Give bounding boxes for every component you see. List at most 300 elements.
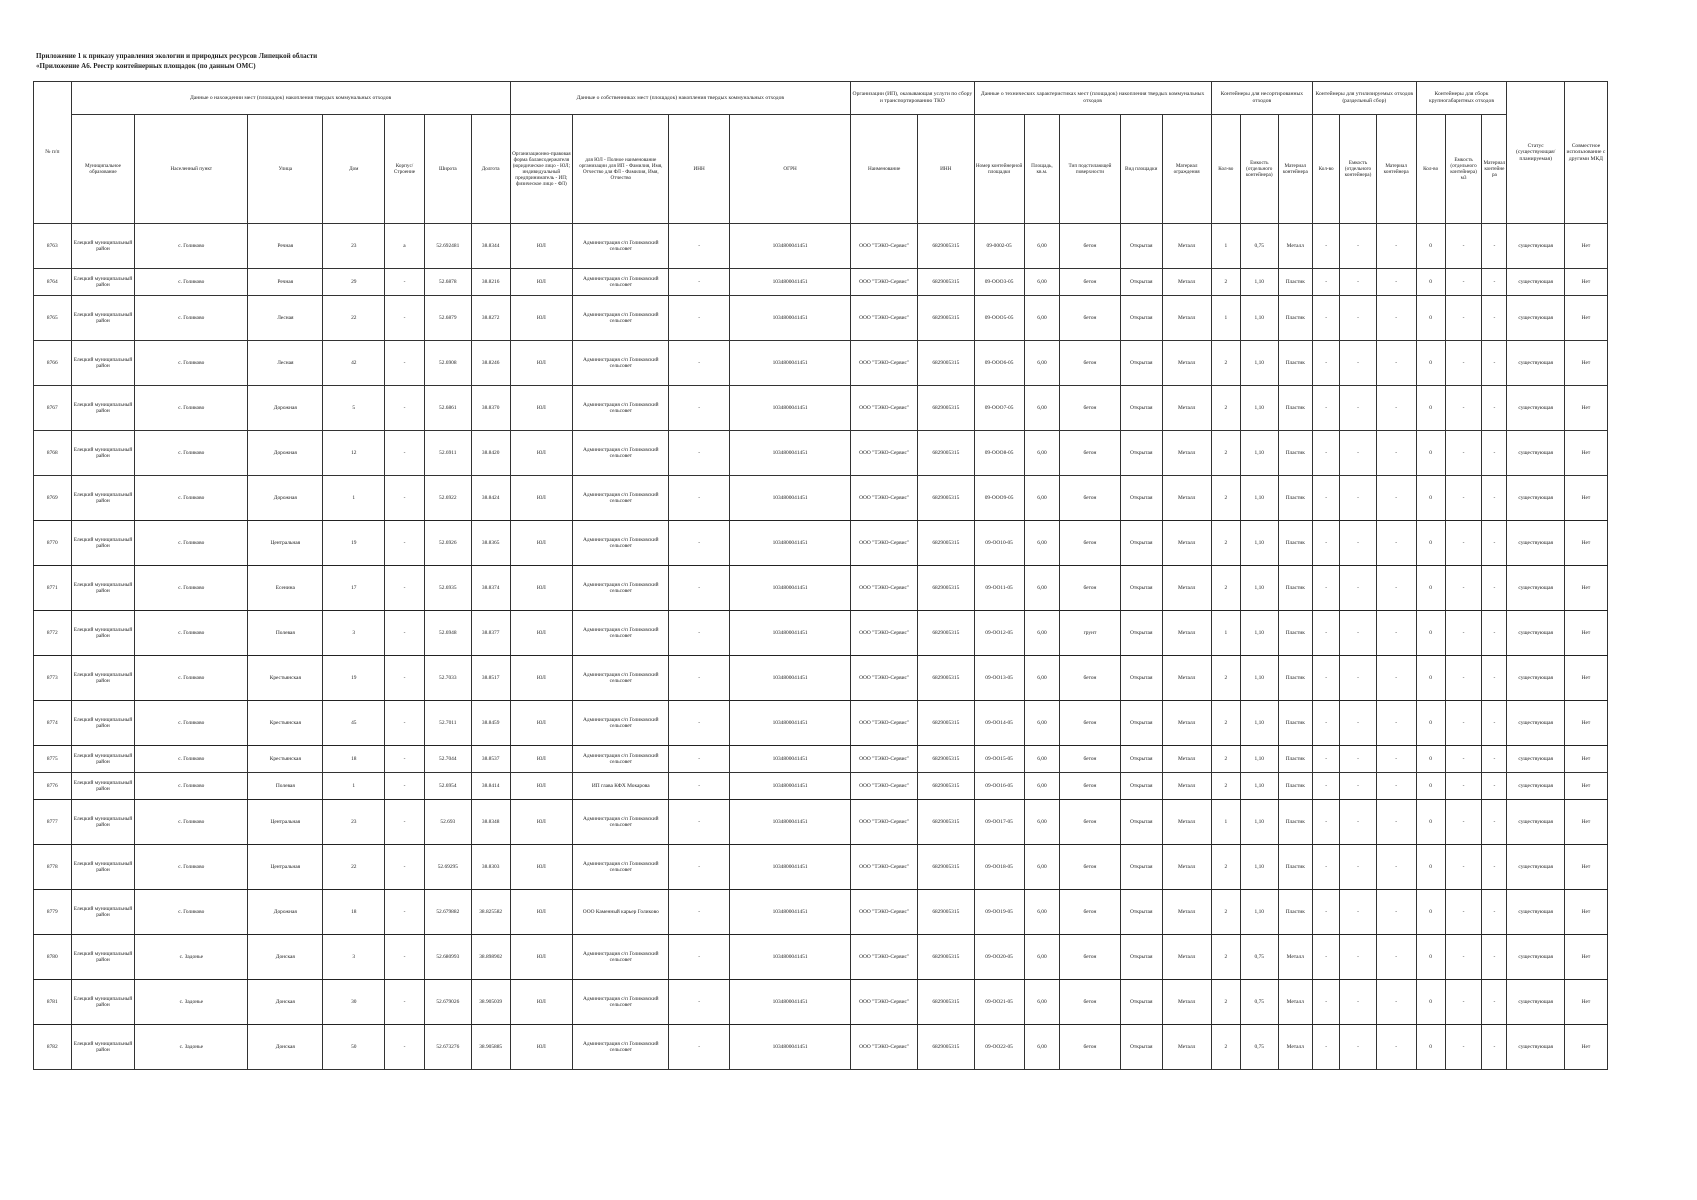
table-cell: 2 (1211, 773, 1240, 800)
table-cell: 1034800041451 (729, 269, 850, 296)
table-cell: 0,75 (1240, 224, 1278, 269)
table-cell: Администрация с/п Голиковский сельсовет (573, 431, 669, 476)
table-cell: 09-ООО9-05 (974, 476, 1024, 521)
table-cell: Администрация с/п Голиковский сельсовет (573, 980, 669, 1025)
table-cell: 38.8246 (471, 341, 510, 386)
table-cell: - (669, 1025, 730, 1070)
document-title (36, 51, 317, 71)
table-cell: с. Голиково (135, 890, 248, 935)
table-cell: 1 (1211, 296, 1240, 341)
table-cell: 0 (1416, 386, 1445, 431)
table-cell: 1,10 (1240, 476, 1278, 521)
table-cell: Металл (1162, 746, 1211, 773)
table-cell: бетон (1060, 566, 1121, 611)
table-cell: - (385, 341, 425, 386)
table-cell: Пластик (1278, 269, 1312, 296)
table-cell: Открытая (1120, 521, 1162, 566)
table-cell: Пластик (1278, 431, 1312, 476)
table-cell: - (1313, 611, 1340, 656)
table-cell: Речная (248, 269, 323, 296)
table-cell: 6829005315 (918, 296, 974, 341)
column-header-recyclable-material: Материал контейнера (1376, 115, 1416, 224)
table-cell: - (1340, 431, 1377, 476)
table-cell: - (1445, 980, 1482, 1025)
table-cell: существующая (1507, 269, 1564, 296)
table-cell: 1034800041451 (729, 935, 850, 980)
table-cell: 6,00 (1024, 431, 1060, 476)
table-cell: 38.8424 (471, 476, 510, 521)
table-cell: - (1376, 890, 1416, 935)
table-cell: - (1340, 656, 1377, 701)
table-cell: Металл (1162, 980, 1211, 1025)
column-header-building: Корпус/Строение (385, 115, 425, 224)
table-cell: ЮЛ (510, 701, 573, 746)
table-cell: Администрация с/п Голиковский сельсовет (573, 611, 669, 656)
table-row (34, 701, 1608, 746)
column-header-owner-name: для ЮЛ - Полное наименование организации для ИП - Фамилия, Имя, Отчество для ФЛ - Фамилия, Имя, Отчество (573, 115, 669, 224)
table-cell: 1034800041451 (729, 476, 850, 521)
document-title-line-1: Приложение 1 к приказу управления экологии и природных ресурсов Липецкой области (36, 52, 318, 60)
table-cell: 1034800041451 (729, 521, 850, 566)
table-cell: 38.8374 (471, 566, 510, 611)
table-cell: Елецкий муниципальный район (71, 269, 135, 296)
table-cell: - (385, 800, 425, 845)
table-cell: существующая (1507, 224, 1564, 269)
table-cell: 8766 (34, 341, 72, 386)
table-cell: 0 (1416, 611, 1445, 656)
table-cell: Нет (1564, 656, 1607, 701)
table-cell: - (1340, 1025, 1377, 1070)
table-cell: Металл (1162, 701, 1211, 746)
table-cell: 6,00 (1024, 224, 1060, 269)
table-cell: 1,10 (1240, 746, 1278, 773)
table-cell: Пластик (1278, 773, 1312, 800)
table-cell: Пластик (1278, 656, 1312, 701)
table-cell: - (1445, 341, 1482, 386)
table-cell: Дорожная (248, 890, 323, 935)
table-cell: ЮЛ (510, 566, 573, 611)
table-cell: - (669, 800, 730, 845)
table-header (34, 82, 1608, 224)
table-cell: - (669, 746, 730, 773)
table-cell: Металл (1162, 611, 1211, 656)
table-cell: Администрация с/п Голиковский сельсовет (573, 521, 669, 566)
table-cell: - (1445, 269, 1482, 296)
table-cell: - (385, 386, 425, 431)
column-header-settlement: Населенный пункт (135, 115, 248, 224)
table-cell: Металл (1162, 431, 1211, 476)
table-cell: - (1482, 1025, 1507, 1070)
table-cell: Открытая (1120, 1025, 1162, 1070)
table-cell: существующая (1507, 890, 1564, 935)
table-cell: - (1445, 431, 1482, 476)
table-cell: 0 (1416, 773, 1445, 800)
table-cell: - (385, 296, 425, 341)
table-cell: - (1313, 773, 1340, 800)
table-cell: 8778 (34, 845, 72, 890)
table-cell: 0 (1416, 1025, 1445, 1070)
table-cell: 0 (1416, 890, 1445, 935)
table-cell: ЮЛ (510, 1025, 573, 1070)
table-cell: Администрация с/п Голиковский сельсовет (573, 269, 669, 296)
table-cell: - (1376, 845, 1416, 890)
group-header-operator: Организации (ИП), оказывающая услуги по сбору и транспортированию ТКО (851, 82, 974, 115)
table-cell: Металл (1162, 773, 1211, 800)
table-cell: - (1445, 935, 1482, 980)
column-header-street: Улица (248, 115, 323, 224)
table-cell: Нет (1564, 800, 1607, 845)
table-cell: - (385, 845, 425, 890)
table-cell: - (1340, 269, 1377, 296)
table-cell: - (669, 341, 730, 386)
table-cell: 52.6922 (424, 476, 471, 521)
table-cell: - (1313, 800, 1340, 845)
table-cell: 52.6948 (424, 611, 471, 656)
table-cell: ООО "ТЭКО-Сервис" (851, 386, 918, 431)
table-cell: 09-ООО6-05 (974, 341, 1024, 386)
table-cell: Открытая (1120, 431, 1162, 476)
table-cell: ЮЛ (510, 800, 573, 845)
table-cell: 1,10 (1240, 341, 1278, 386)
table-cell: Администрация с/п Голиковский сельсовет (573, 935, 669, 980)
table-row (34, 386, 1608, 431)
table-cell: Администрация с/п Голиковский сельсовет (573, 746, 669, 773)
table-cell: Елецкий муниципальный район (71, 773, 135, 800)
table-cell: Открытая (1120, 269, 1162, 296)
table-cell: 09-ООО7-05 (974, 386, 1024, 431)
table-cell: - (1313, 1025, 1340, 1070)
table-cell: бетон (1060, 746, 1121, 773)
table-cell: Лесная (248, 296, 323, 341)
table-cell: с. Голиково (135, 521, 248, 566)
table-cell: - (1376, 980, 1416, 1025)
table-cell: 1034800041451 (729, 296, 850, 341)
table-cell: - (385, 773, 425, 800)
table-cell: Нет (1564, 566, 1607, 611)
table-cell: - (669, 611, 730, 656)
table-cell: 52.6878 (424, 269, 471, 296)
table-cell: - (1376, 935, 1416, 980)
table-cell: ООО "ТЭКО-Сервис" (851, 476, 918, 521)
table-cell: - (1340, 224, 1377, 269)
table-cell: ЮЛ (510, 656, 573, 701)
table-cell: а (385, 224, 425, 269)
table-cell: - (1340, 773, 1377, 800)
table-row (34, 341, 1608, 386)
table-cell: 09-ОО16-05 (974, 773, 1024, 800)
table-cell: - (1313, 224, 1340, 269)
table-cell: Металл (1278, 935, 1312, 980)
table-cell: Елецкий муниципальный район (71, 845, 135, 890)
table-cell: 2 (1211, 386, 1240, 431)
column-header-recyclable-capacity: Емкость (отдельного контейнера) (1340, 115, 1377, 224)
table-cell: бетон (1060, 980, 1121, 1025)
table-cell: 1034800041451 (729, 773, 850, 800)
table-cell: Нет (1564, 341, 1607, 386)
table-cell: бетон (1060, 800, 1121, 845)
table-cell: 09-ОО12-05 (974, 611, 1024, 656)
table-cell: существующая (1507, 476, 1564, 521)
table-cell: 8780 (34, 935, 72, 980)
table-cell: 1,10 (1240, 656, 1278, 701)
table-cell: ЮЛ (510, 521, 573, 566)
table-cell: 3 (323, 935, 385, 980)
table-cell: Администрация с/п Голиковский сельсовет (573, 1025, 669, 1070)
table-cell: - (1376, 656, 1416, 701)
table-cell: - (669, 521, 730, 566)
table-cell: 18 (323, 746, 385, 773)
table-cell: - (1376, 386, 1416, 431)
table-row (34, 845, 1608, 890)
column-header-unsorted-material: Материал контейнера (1278, 115, 1312, 224)
table-cell: 2 (1211, 269, 1240, 296)
table-cell: - (385, 269, 425, 296)
table-cell: 2 (1211, 656, 1240, 701)
table-cell: 1,10 (1240, 269, 1278, 296)
table-cell: бетон (1060, 1025, 1121, 1070)
table-cell: Елецкий муниципальный район (71, 935, 135, 980)
table-cell: 1,10 (1240, 773, 1278, 800)
table-cell: 0,75 (1240, 935, 1278, 980)
column-header-latitude: Широта (424, 115, 471, 224)
table-row (34, 611, 1608, 656)
table-cell: 1034800041451 (729, 566, 850, 611)
table-cell: Металл (1278, 224, 1312, 269)
table-cell: с. Голиково (135, 656, 248, 701)
table-cell: 09-ОО18-05 (974, 845, 1024, 890)
table-cell: - (1482, 611, 1507, 656)
table-cell: 38.8303 (471, 845, 510, 890)
table-cell: Пластик (1278, 611, 1312, 656)
table-cell: - (1482, 701, 1507, 746)
table-cell: 8764 (34, 269, 72, 296)
table-cell: с. Голиково (135, 476, 248, 521)
table-cell: 0 (1416, 476, 1445, 521)
table-cell: с. Задонье (135, 980, 248, 1025)
table-cell: - (1376, 431, 1416, 476)
table-cell: - (1482, 224, 1507, 269)
table-cell: бетон (1060, 341, 1121, 386)
table-cell: Пластик (1278, 566, 1312, 611)
table-cell: - (1445, 611, 1482, 656)
table-cell: бетон (1060, 890, 1121, 935)
table-cell: Металл (1162, 296, 1211, 341)
table-cell: 2 (1211, 890, 1240, 935)
table-cell: - (385, 611, 425, 656)
table-cell: с. Голиково (135, 800, 248, 845)
table-cell: Пластик (1278, 476, 1312, 521)
table-cell: 09-ОО14-05 (974, 701, 1024, 746)
table-cell: Речная (248, 224, 323, 269)
table-cell: 6,00 (1024, 773, 1060, 800)
table-cell: Администрация с/п Голиковский сельсовет (573, 224, 669, 269)
table-cell: - (1313, 656, 1340, 701)
table-cell: 52.69295 (424, 845, 471, 890)
table-cell: существующая (1507, 566, 1564, 611)
table-cell: - (1482, 341, 1507, 386)
column-header-owner-inn: ИНН (669, 115, 730, 224)
table-cell: 0 (1416, 935, 1445, 980)
column-header-fence-material: Материал ограждения (1162, 115, 1211, 224)
table-cell: Крестьянская (248, 701, 323, 746)
table-cell: 22 (323, 296, 385, 341)
table-cell: ООО "ТЭКО-Сервис" (851, 269, 918, 296)
table-cell: 38.8414 (471, 773, 510, 800)
table-cell: Открытая (1120, 935, 1162, 980)
table-row (34, 935, 1608, 980)
table-cell: Открытая (1120, 656, 1162, 701)
table-cell: 1034800041451 (729, 386, 850, 431)
table-cell: - (669, 566, 730, 611)
group-header-row (34, 82, 1608, 115)
table-cell: существующая (1507, 701, 1564, 746)
table-cell: ООО "ТЭКО-Сервис" (851, 935, 918, 980)
table-cell: 0 (1416, 431, 1445, 476)
table-cell: ЮЛ (510, 845, 573, 890)
table-cell: - (1376, 611, 1416, 656)
table-cell: Нет (1564, 1025, 1607, 1070)
table-cell: 1,10 (1240, 521, 1278, 566)
table-cell: Администрация с/п Голиковский сельсовет (573, 296, 669, 341)
table-cell: 2 (1211, 1025, 1240, 1070)
table-cell: Нет (1564, 890, 1607, 935)
table-cell: Металл (1162, 386, 1211, 431)
table-cell: 52.6908 (424, 341, 471, 386)
table-cell: 1 (1211, 800, 1240, 845)
table-cell: 6829005315 (918, 521, 974, 566)
table-cell: - (1340, 341, 1377, 386)
table-cell: Открытая (1120, 341, 1162, 386)
table-cell: с. Голиково (135, 611, 248, 656)
table-cell: 6829005315 (918, 431, 974, 476)
table-cell: Администрация с/п Голиковский сельсовет (573, 845, 669, 890)
table-cell: Донская (248, 935, 323, 980)
table-cell: Металл (1162, 890, 1211, 935)
table-cell: 2 (1211, 935, 1240, 980)
table-cell: 38.8517 (471, 656, 510, 701)
table-cell: ЮЛ (510, 980, 573, 1025)
table-cell: Администрация с/п Голиковский сельсовет (573, 701, 669, 746)
table-cell: - (1340, 746, 1377, 773)
table-cell: ООО "ТЭКО-Сервис" (851, 701, 918, 746)
table-cell: 8770 (34, 521, 72, 566)
table-cell: Пластик (1278, 521, 1312, 566)
table-cell: 38.825582 (471, 890, 510, 935)
table-cell: 38.898902 (471, 935, 510, 980)
table-cell: Елецкий муниципальный район (71, 800, 135, 845)
table-cell: Открытая (1120, 773, 1162, 800)
table-cell: - (1313, 269, 1340, 296)
table-cell: 1034800041451 (729, 431, 850, 476)
table-cell: 09-ОО17-05 (974, 800, 1024, 845)
table-cell: - (385, 476, 425, 521)
table-cell: 6,00 (1024, 1025, 1060, 1070)
table-cell: 6,00 (1024, 476, 1060, 521)
table-cell: - (1313, 431, 1340, 476)
table-cell: - (669, 224, 730, 269)
table-cell: - (1376, 800, 1416, 845)
table-cell: 2 (1211, 566, 1240, 611)
table-cell: с. Голиково (135, 269, 248, 296)
table-cell: 52.6926 (424, 521, 471, 566)
table-cell: 1 (323, 773, 385, 800)
table-cell: 38.8365 (471, 521, 510, 566)
table-cell: существующая (1507, 1025, 1564, 1070)
table-cell: 09-ОО13-05 (974, 656, 1024, 701)
table-cell: 6,00 (1024, 701, 1060, 746)
column-header-row (34, 115, 1608, 224)
table-cell: 38.8370 (471, 386, 510, 431)
table-cell: бетон (1060, 656, 1121, 701)
table-cell: 2 (1211, 341, 1240, 386)
table-cell: - (669, 386, 730, 431)
table-cell: 2 (1211, 476, 1240, 521)
table-cell: ООО "ТЭКО-Сервис" (851, 341, 918, 386)
table-cell: - (1445, 773, 1482, 800)
table-cell: бетон (1060, 701, 1121, 746)
table-cell: 0 (1416, 224, 1445, 269)
table-cell: Открытая (1120, 890, 1162, 935)
table-cell: 6,00 (1024, 566, 1060, 611)
table-cell: Открытая (1120, 296, 1162, 341)
table-cell: 38.905039 (471, 980, 510, 1025)
table-cell: 52.679026 (424, 980, 471, 1025)
table-cell: Пластик (1278, 800, 1312, 845)
table-cell: - (1482, 656, 1507, 701)
table-cell: 0 (1416, 269, 1445, 296)
group-header-location: Данные о нахождении мест (площадок) накопления твердых коммунальных отходов (71, 82, 510, 115)
table-cell: - (1340, 701, 1377, 746)
table-cell: ЮЛ (510, 296, 573, 341)
table-cell: 6829005315 (918, 476, 974, 521)
table-cell: Администрация с/п Голиковский сельсовет (573, 656, 669, 701)
table-cell: 8777 (34, 800, 72, 845)
column-header-unsorted-capacity: Емкость (отдельного контейнера) (1240, 115, 1278, 224)
table-cell: ООО "ТЭКО-Сервис" (851, 773, 918, 800)
table-cell: 1,10 (1240, 890, 1278, 935)
table-cell: Полевая (248, 773, 323, 800)
table-cell: Администрация с/п Голиковский сельсовет (573, 800, 669, 845)
table-cell: 30 (323, 980, 385, 1025)
table-cell: - (1340, 566, 1377, 611)
table-cell: 19 (323, 656, 385, 701)
table-cell: с. Задонье (135, 1025, 248, 1070)
column-header-house: Дом (323, 115, 385, 224)
table-cell: Центральная (248, 521, 323, 566)
table-cell: бетон (1060, 224, 1121, 269)
table-cell: 8781 (34, 980, 72, 1025)
table-cell: - (1313, 845, 1340, 890)
table-cell: Металл (1162, 566, 1211, 611)
table-cell: Нет (1564, 935, 1607, 980)
table-row (34, 980, 1608, 1025)
table-cell: Елецкий муниципальный район (71, 566, 135, 611)
table-cell: - (1313, 890, 1340, 935)
table-cell: - (1376, 521, 1416, 566)
table-cell: - (669, 773, 730, 800)
table-cell: бетон (1060, 521, 1121, 566)
table-cell: Металл (1162, 935, 1211, 980)
table-cell: 0 (1416, 656, 1445, 701)
table-cell: 2 (1211, 845, 1240, 890)
table-cell: 6,00 (1024, 935, 1060, 980)
table-cell: Елецкий муниципальный район (71, 611, 135, 656)
table-cell: существующая (1507, 746, 1564, 773)
table-cell: бетон (1060, 296, 1121, 341)
table-cell: - (1445, 800, 1482, 845)
table-cell: 52.673276 (424, 1025, 471, 1070)
table-cell: ЮЛ (510, 386, 573, 431)
